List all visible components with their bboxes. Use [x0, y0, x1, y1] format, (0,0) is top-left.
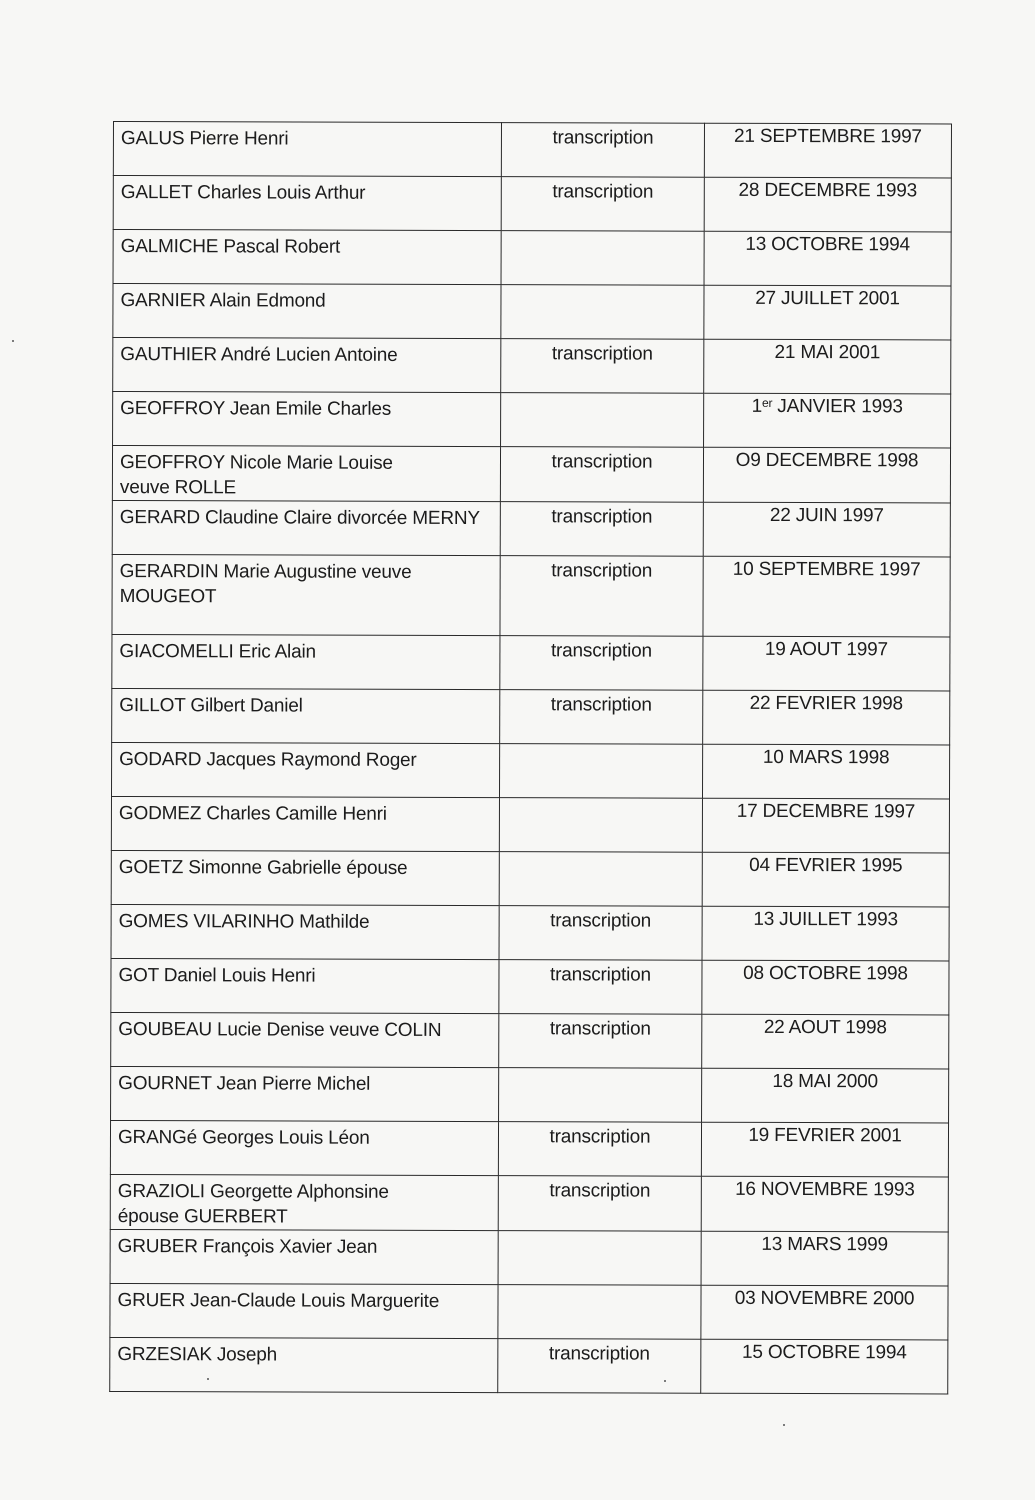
table-row	[112, 446, 950, 503]
scan-speck	[12, 340, 14, 342]
record-type: transcription	[551, 506, 653, 528]
scan-speck	[783, 1424, 785, 1426]
date-cell	[702, 852, 949, 907]
table-row	[110, 1283, 948, 1339]
record-date: 18 MAI 2000	[772, 1070, 878, 1093]
date-cell	[704, 177, 951, 232]
person-name: GRUBER François Xavier Jean	[117, 1236, 378, 1258]
date-cell	[704, 339, 951, 394]
name-cell	[111, 1012, 499, 1067]
table-row	[111, 1066, 949, 1122]
record-date: 19 AOUT 1997	[764, 638, 888, 661]
table-row	[111, 742, 949, 798]
person-name: GAUTHIER André Lucien Antoine	[120, 344, 398, 366]
record-date: 21 MAI 2001	[774, 341, 881, 364]
person-name: GARNIER Alain Edmond	[120, 290, 326, 312]
type-cell	[500, 636, 703, 691]
table-row	[111, 850, 949, 906]
table-row	[110, 1229, 948, 1285]
name-cell	[112, 688, 500, 743]
person-name: GOT Daniel Louis Henri	[118, 965, 316, 987]
person-name: GOMES VILARINHO Mathilde	[118, 911, 370, 933]
name-cell	[113, 392, 501, 447]
record-date: 15 OCTOBRE 1994	[742, 1341, 907, 1364]
type-cell	[498, 1122, 701, 1177]
scan-speck	[664, 1380, 666, 1382]
record-type: transcription	[548, 1343, 650, 1365]
record-type: transcription	[549, 1018, 651, 1040]
person-name: GEOFFROY Nicole Marie Louise	[119, 452, 393, 474]
date-day: 1	[751, 395, 762, 417]
name-cell	[111, 850, 499, 905]
type-cell	[501, 177, 704, 232]
person-name: GILLOT Gilbert Daniel	[119, 695, 303, 717]
record-type: transcription	[550, 910, 652, 932]
person-name: GALMICHE Pascal Robert	[120, 236, 341, 258]
type-cell	[501, 231, 704, 286]
type-cell	[499, 1068, 702, 1123]
type-cell	[498, 1339, 701, 1394]
table-row	[110, 1337, 948, 1393]
record-date: 08 OCTOBRE 1998	[743, 962, 908, 985]
name-cell	[113, 284, 501, 339]
table-row	[111, 958, 949, 1014]
record-type: transcription	[552, 181, 654, 203]
name-cell	[111, 742, 499, 797]
date-cell	[704, 285, 951, 340]
date-month-year: JANVIER 1993	[772, 395, 903, 418]
record-date: 13 MARS 1999	[761, 1233, 888, 1256]
person-name: GRAZIOLI Georgette Alphonsine	[117, 1181, 389, 1203]
record-type: transcription	[551, 451, 653, 473]
person-name: GALUS Pierre Henri	[120, 128, 289, 150]
table-row	[113, 230, 951, 286]
name-cell	[110, 1229, 498, 1284]
name-cell	[111, 904, 499, 959]
date-cell	[704, 231, 951, 286]
date-cell	[703, 690, 950, 745]
table-row	[111, 904, 949, 960]
name-cell	[111, 796, 499, 851]
name-cell	[110, 1283, 498, 1338]
type-cell	[499, 906, 702, 961]
person-name: GERARDIN Marie Augustine veuve	[119, 561, 412, 583]
name-cell	[113, 338, 501, 393]
scan-speck	[207, 1378, 209, 1380]
record-date: 13 OCTOBRE 1994	[745, 233, 910, 256]
person-name-line2: veuve ROLLE	[119, 477, 237, 499]
record-date: 10 SEPTEMBRE 1997	[732, 558, 921, 581]
person-name: GRANGé Georges Louis Léon	[117, 1127, 370, 1149]
table-row	[113, 392, 951, 448]
person-name: GRUER Jean-Claude Louis Marguerite	[117, 1290, 440, 1312]
table-row	[111, 796, 949, 852]
record-date: 22 JUIN 1997	[769, 504, 884, 527]
record-date: 21 SEPTEMBRE 1997	[734, 125, 922, 148]
date-cell	[701, 1231, 948, 1286]
type-cell	[501, 123, 704, 178]
table-row	[111, 1012, 949, 1068]
record-type: transcription	[551, 343, 653, 365]
date-cell	[701, 1339, 948, 1394]
person-name: GODARD Jacques Raymond Roger	[119, 749, 417, 771]
date-cell	[702, 1068, 949, 1123]
date-cell	[702, 744, 949, 799]
record-date: 28 DECEMBRE 1993	[738, 179, 918, 202]
type-cell	[499, 798, 702, 853]
name-cell	[110, 1120, 498, 1175]
record-date: 04 FEVRIER 1995	[749, 854, 903, 877]
type-cell	[500, 556, 703, 637]
person-name: GALLET Charles Louis Arthur	[120, 182, 366, 204]
name-cell	[110, 1337, 498, 1392]
record-type: transcription	[550, 694, 652, 716]
table-row	[113, 338, 951, 394]
person-name: GOETZ Simonne Gabrielle épouse	[118, 857, 408, 879]
type-cell	[500, 690, 703, 745]
name-cell	[113, 230, 501, 285]
record-date: 22 AOUT 1998	[763, 1016, 887, 1039]
type-cell	[498, 1285, 701, 1340]
type-cell	[498, 1176, 701, 1232]
type-cell	[501, 339, 704, 394]
record-type: transcription	[549, 964, 651, 986]
name-cell	[110, 1174, 498, 1230]
record-date: 19 FEVRIER 2001	[748, 1124, 902, 1147]
record-date: 16 NOVEMBRE 1993	[735, 1178, 915, 1201]
table-row	[112, 554, 950, 636]
date-cell	[703, 447, 950, 503]
record-date: 17 DECEMBRE 1997	[736, 800, 916, 823]
table-row	[110, 1120, 948, 1176]
person-name: GOURNET Jean Pierre Michel	[118, 1073, 371, 1095]
date-cell	[703, 502, 950, 557]
date-cell	[703, 556, 950, 637]
name-cell	[113, 176, 501, 231]
name-cell	[112, 634, 500, 689]
registry-table	[109, 121, 952, 1394]
type-cell	[500, 447, 703, 503]
type-cell	[498, 1231, 701, 1286]
person-name: GODMEZ Charles Camille Henri	[118, 803, 387, 825]
record-type: transcription	[551, 560, 653, 582]
record-date: 13 JUILLET 1993	[753, 908, 898, 931]
table-row	[112, 634, 950, 690]
name-cell	[112, 446, 500, 502]
name-cell	[111, 958, 499, 1013]
record-type: transcription	[552, 127, 654, 149]
table-row	[113, 284, 951, 340]
record-type: transcription	[550, 640, 652, 662]
date-cell	[702, 798, 949, 853]
type-cell	[501, 393, 704, 448]
table-row	[113, 176, 951, 232]
person-name-line2: épouse GUERBERT	[117, 1206, 288, 1228]
record-date: 03 NOVEMBRE 2000	[734, 1287, 915, 1310]
name-cell	[112, 554, 500, 635]
record-date: 27 JUILLET 2001	[755, 287, 900, 310]
person-name: GEOFFROY Jean Emile Charles	[120, 398, 392, 420]
name-cell	[113, 122, 501, 177]
person-name: GERARD Claudine Claire divorcée MERNY	[119, 507, 480, 530]
name-cell	[111, 1066, 499, 1121]
date-cell	[702, 960, 949, 1015]
record-date: O9 DECEMBRE 1998	[735, 449, 919, 472]
date-cell	[701, 1176, 948, 1232]
table-row	[110, 1174, 948, 1231]
person-name: GOUBEAU Lucie Denise veuve COLIN	[118, 1019, 442, 1041]
table-row	[112, 500, 950, 556]
date-cell	[701, 1122, 948, 1177]
record-date	[752, 396, 903, 417]
table-row	[112, 688, 950, 744]
record-date: 10 MARS 1998	[762, 746, 890, 769]
person-name-line2: MOUGEOT	[119, 586, 217, 608]
type-cell	[499, 1014, 702, 1069]
date-cell	[701, 1285, 948, 1340]
date-cell	[703, 636, 950, 691]
record-type: transcription	[549, 1126, 651, 1148]
date-cell	[704, 123, 951, 178]
ordinal-suffix: er	[761, 395, 773, 410]
name-cell	[112, 500, 500, 555]
type-cell	[501, 285, 704, 340]
date-cell	[704, 393, 951, 448]
type-cell	[499, 744, 702, 799]
record-type: transcription	[549, 1180, 651, 1202]
record-date: 22 FEVRIER 1998	[749, 692, 903, 715]
type-cell	[499, 960, 702, 1015]
date-cell	[702, 1014, 949, 1069]
person-name: GIACOMELLI Eric Alain	[119, 641, 316, 663]
type-cell	[500, 502, 703, 557]
table-row	[113, 122, 951, 178]
date-cell	[702, 906, 949, 961]
type-cell	[499, 852, 702, 907]
person-name: GRZESIAK Joseph	[117, 1344, 277, 1366]
